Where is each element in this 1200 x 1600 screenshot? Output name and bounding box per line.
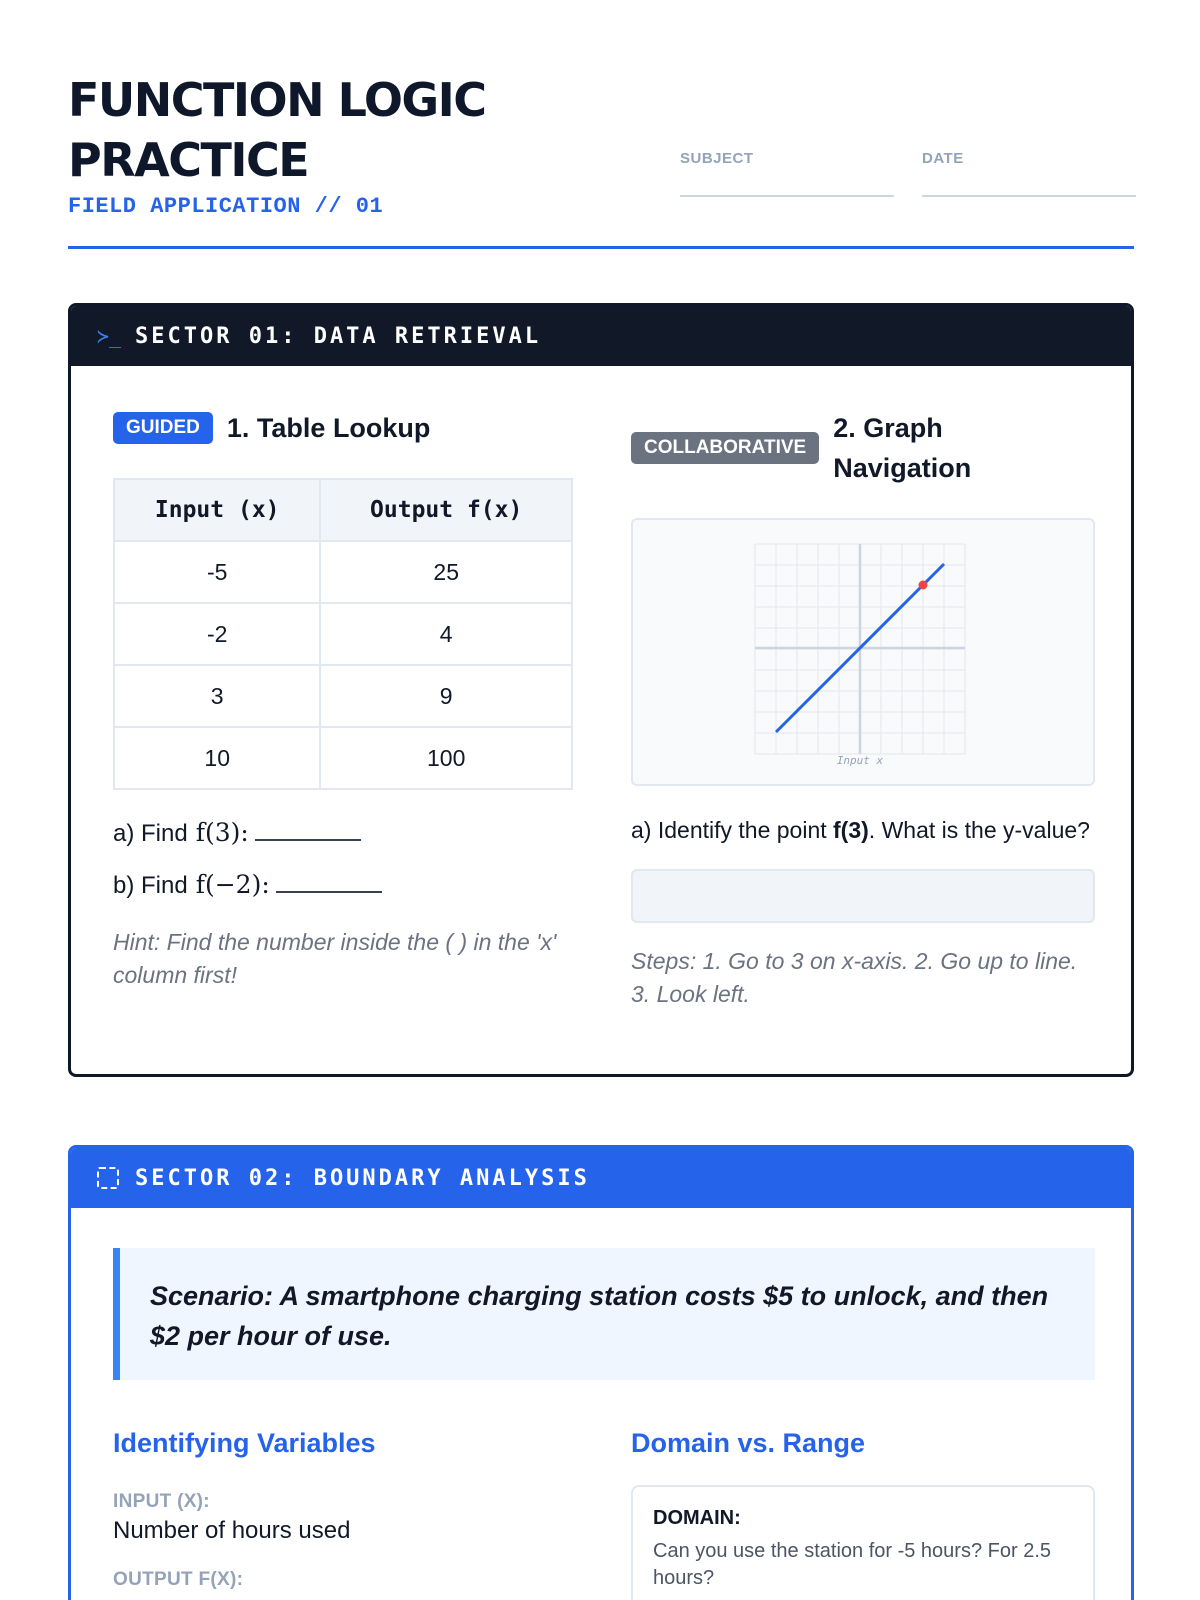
problem-header [631, 408, 1095, 488]
question-b-expression: f(−2): [195, 870, 270, 899]
table-header-row [114, 479, 572, 541]
table-cell: -5 [114, 541, 320, 603]
page-title: FUNCTION LOGIC PRACTICE [68, 73, 486, 187]
subject-label: SUBJECT [680, 150, 754, 167]
table-row [114, 541, 572, 603]
graph-question-suffix: . What is the y-value? [868, 817, 1090, 843]
graph-question-bold: f(3) [833, 817, 869, 843]
sector-header [71, 1148, 1131, 1208]
sector-data-retrieval [68, 303, 1134, 1077]
identifying-variables [113, 1428, 573, 1591]
sector-title: SECTOR 02: BOUNDARY ANALYSIS [135, 1165, 590, 1191]
lookup-table [113, 478, 573, 790]
question-a-expression: f(3): [195, 818, 249, 847]
input-label: INPUT (X): [113, 1491, 210, 1512]
graph-question-prefix: a) Identify the point [631, 817, 834, 843]
subject-input-line[interactable] [680, 195, 894, 197]
sector-boundary-analysis [68, 1145, 1134, 1600]
table-header: Input (x) [114, 479, 320, 541]
function-graph [633, 520, 1093, 784]
table-cell: 9 [320, 665, 572, 727]
table-cell: -2 [114, 603, 320, 665]
domain-vs-range [631, 1428, 1095, 1600]
sector-header [71, 306, 1131, 366]
date-input-line[interactable] [922, 195, 1136, 197]
input-value: Number of hours used [113, 1517, 351, 1544]
answer-a-blank[interactable] [255, 839, 361, 841]
table-row [114, 603, 572, 665]
answer-b-blank[interactable] [276, 891, 382, 893]
domain-card [631, 1485, 1095, 1600]
date-field[interactable] [922, 150, 1136, 197]
collaborative-badge: COLLABORATIVE [631, 432, 819, 464]
problem-title: 1. Table Lookup [226, 413, 431, 443]
worksheet-header [68, 70, 1134, 250]
scenario-callout [113, 1248, 1095, 1380]
question-b-prefix: b) Find [113, 872, 188, 899]
table-cell: 10 [114, 727, 320, 789]
table-cell: 25 [320, 541, 572, 603]
terminal-prompt-icon: ≻_ [97, 324, 122, 348]
problem-table-lookup [113, 408, 573, 992]
date-label: DATE [922, 150, 964, 167]
domain-label: DOMAIN: [653, 1507, 741, 1529]
scenario-text: Scenario: A smartphone charging station costs $5 to unlock, and then $2 per hour of use. [150, 1281, 1049, 1351]
subject-field[interactable] [680, 150, 894, 197]
guided-badge: GUIDED [113, 412, 213, 444]
table-cell: 4 [320, 603, 572, 665]
output-label: OUTPUT F(X): [113, 1569, 244, 1590]
table-row [114, 665, 572, 727]
table-row [114, 727, 572, 789]
meta-fields [680, 150, 1136, 197]
dashed-box-icon [97, 1167, 125, 1189]
table-cell: 100 [320, 727, 572, 789]
problem-graph-navigation [631, 408, 1095, 1011]
graph-panel [631, 518, 1095, 786]
problem-title: 2. Graph Navigation [833, 413, 972, 483]
page-subtitle: FIELD APPLICATION // 01 [68, 194, 384, 219]
x-axis-label: Input x [836, 754, 884, 767]
question-a-prefix: a) Find [113, 820, 188, 847]
header-divider [68, 246, 1134, 249]
question-a [113, 818, 573, 848]
table-cell: 3 [114, 665, 320, 727]
answer-input-box[interactable] [631, 869, 1095, 923]
domain-question: Can you use the station for -5 hours? For 2.5 hours? [653, 1540, 1051, 1589]
sector-title: SECTOR 01: DATA RETRIEVAL [135, 323, 542, 349]
question-b [113, 870, 573, 900]
problem-header [113, 408, 573, 448]
section-heading: Identifying Variables [113, 1428, 376, 1458]
highlighted-point[interactable] [919, 581, 928, 590]
table-header: Output f(x) [320, 479, 572, 541]
graph-question [631, 814, 1095, 847]
section-heading: Domain vs. Range [631, 1428, 866, 1458]
hint-text: Hint: Find the number inside the ( ) in the 'x' column first! [113, 929, 557, 988]
steps-text: Steps: 1. Go to 3 on x-axis. 2. Go up to line. 3. Look left. [631, 948, 1078, 1007]
